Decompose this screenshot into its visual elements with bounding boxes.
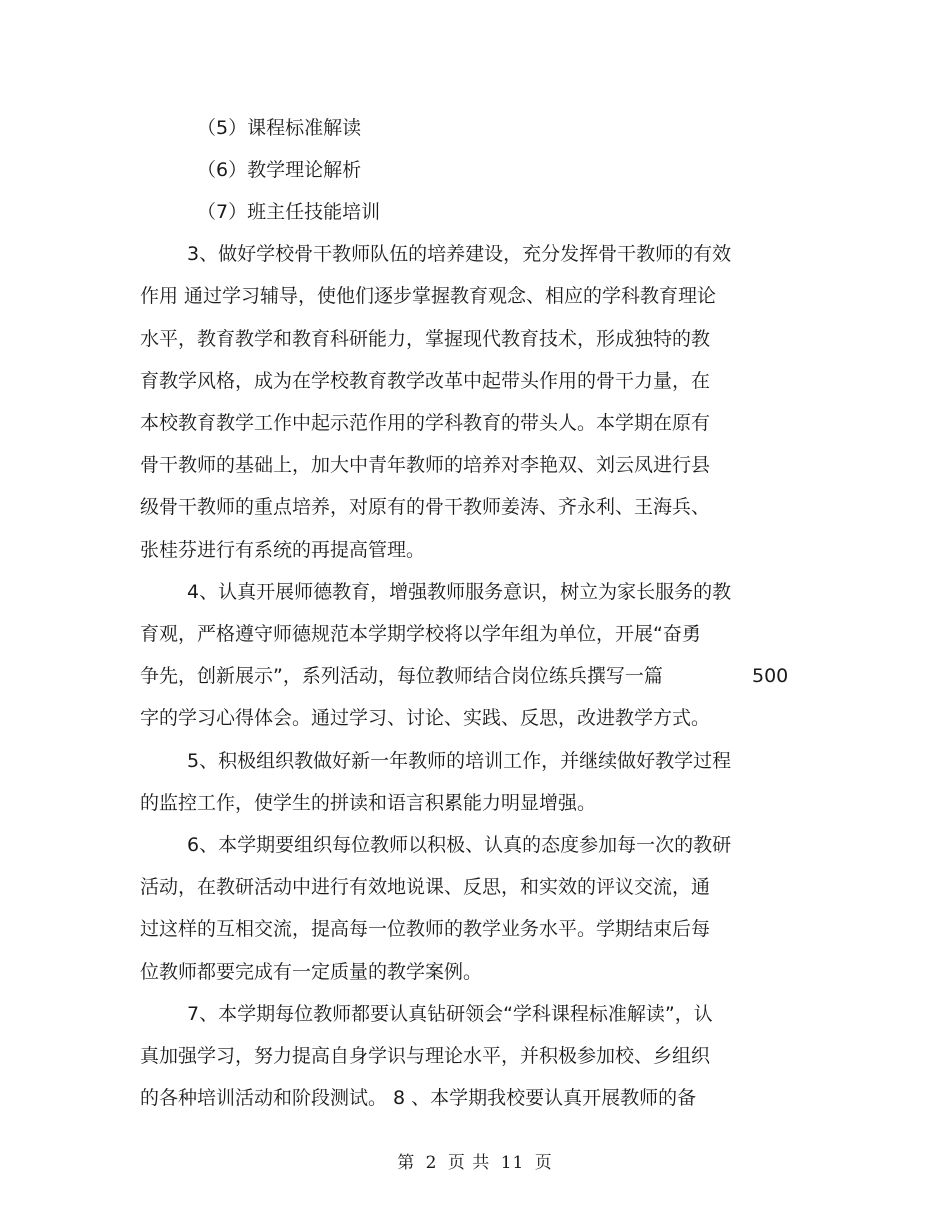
footer-middle: 页 共 bbox=[447, 1153, 491, 1173]
paragraph-line: 张桂芬进行有系统的再提高管理。 bbox=[140, 539, 426, 561]
paragraph-line: 字的学习心得体会。通过学习、讨论、实践、反思，改进教学方式。 bbox=[140, 707, 711, 729]
paragraph-line: 育观，严格遵守师德规范本学期学校将以学年组为单位，开展“奋勇 bbox=[140, 623, 701, 645]
paragraph-line: 真加强学习，努力提高自身学识与理论水平，并积极参加校、乡组织 bbox=[140, 1045, 711, 1067]
paragraph-line: 6、本学期要组织每位教师以积极、认真的态度参加每一次的教研 bbox=[187, 834, 732, 856]
paragraph-line: 本校教育教学工作中起示范作用的学科教育的带头人。本学期在原有 bbox=[140, 412, 711, 434]
paragraph-line: 的各种培训活动和阶段测试。 8 、本学期我校要认真开展教师的备 bbox=[140, 1087, 697, 1109]
paragraph-line: 3、做好学校骨干教师队伍的培养建设，充分发挥骨干教师的有效 bbox=[187, 243, 732, 265]
paragraph-line: 4、认真开展师德教育，增强教师服务意识，树立为家长服务的教 bbox=[187, 581, 732, 603]
paragraph-line: 级骨干教师的重点培养，对原有的骨干教师姜涛、齐永利、王海兵、 bbox=[140, 496, 711, 518]
footer-prefix: 第 bbox=[397, 1153, 416, 1173]
list-item: （6）教学理论解析 bbox=[197, 159, 362, 181]
paragraph-line: 水平，教育教学和教育科研能力，掌握现代教育技术，形成独特的教 bbox=[140, 328, 711, 350]
paragraph-line: 活动，在教研活动中进行有效地说课、反思，和实效的评议交流，通 bbox=[140, 876, 711, 898]
paragraph-line: 作用 通过学习辅导，使他们逐步掌握教育观念、相应的学科教育理论 bbox=[140, 285, 717, 307]
paragraph-line: 育教学风格，成为在学校教育教学改革中起带头作用的骨干力量，在 bbox=[140, 370, 711, 392]
total-pages-number: 11 bbox=[500, 1153, 525, 1173]
footer-suffix: 页 bbox=[534, 1153, 553, 1173]
paragraph-line: 7、本学期每位教师都要认真钻研领会“学科课程标准解读”，认 bbox=[187, 1003, 713, 1025]
paragraph-line: 位教师都要完成有一定质量的教学案例。 bbox=[140, 961, 483, 983]
paragraph-line: 5、积极组织教做好新一年教师的培训工作，并继续做好教学过程 bbox=[187, 750, 732, 772]
current-page-number: 2 bbox=[425, 1153, 438, 1173]
paragraph-line: 争先，创新展示”，系列活动，每位教师结合岗位练兵撰写一篇 bbox=[140, 665, 663, 687]
word-count: 500 bbox=[752, 665, 789, 687]
paragraph-line: 骨干教师的基础上，加大中青年教师的培养对李艳双、刘云凤进行县 bbox=[140, 454, 711, 476]
list-item: （5）课程标准解读 bbox=[197, 117, 362, 139]
paragraph-line: 过这样的互相交流，提高每一位教师的教学业务水平。学期结束后每 bbox=[140, 918, 711, 940]
page-footer bbox=[0, 1152, 950, 1174]
list-item: （7）班主任技能培训 bbox=[197, 201, 381, 223]
paragraph-line: 的监控工作，使学生的拼读和语言积累能力明显增强。 bbox=[140, 792, 597, 814]
